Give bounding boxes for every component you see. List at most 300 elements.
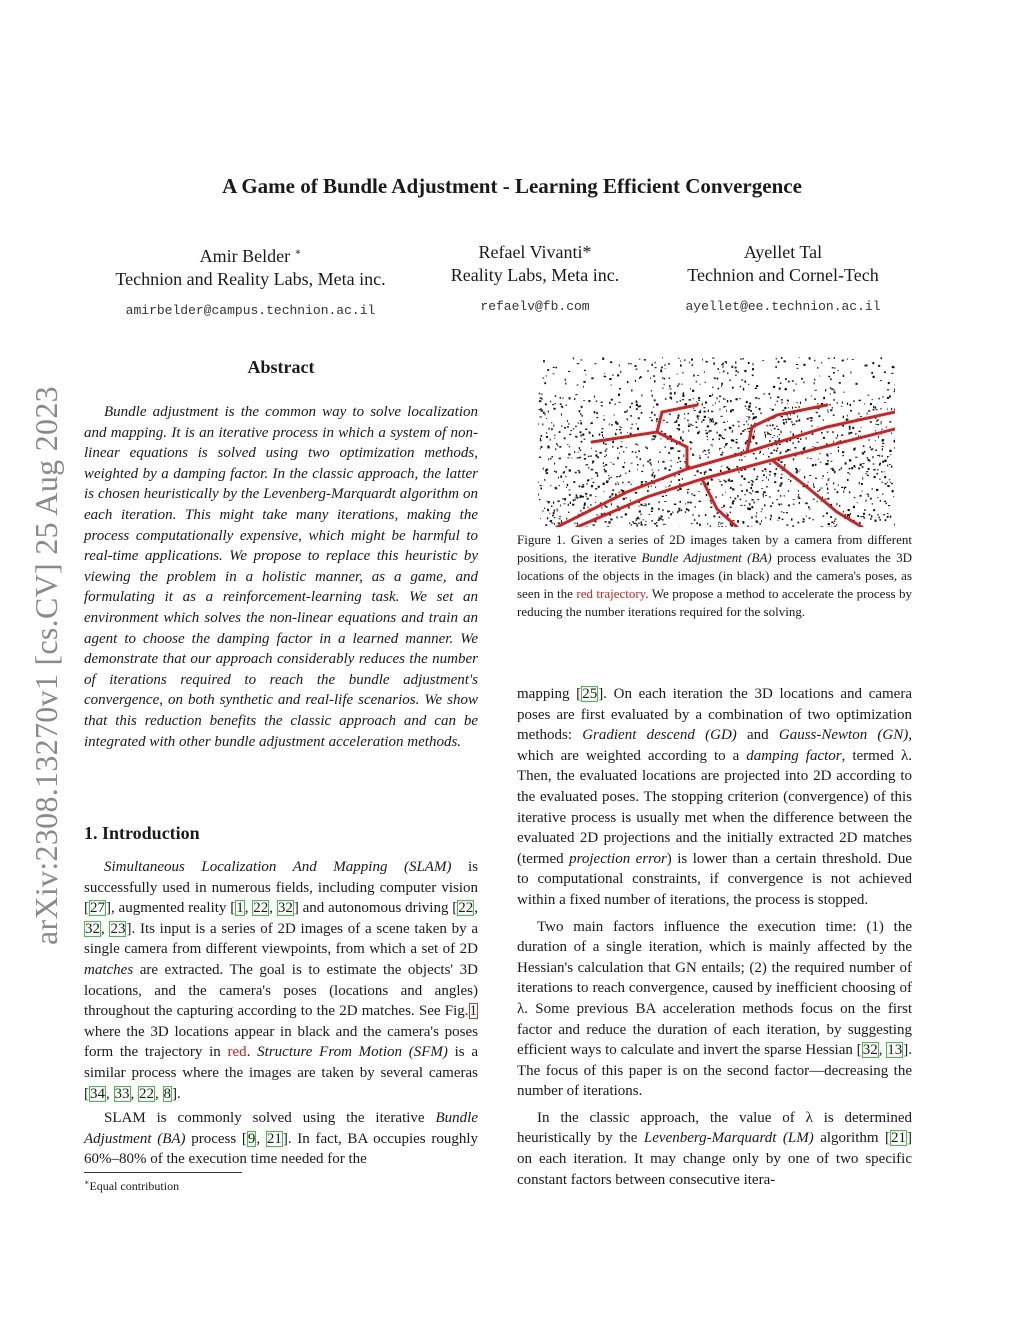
point-cloud-dot bbox=[707, 436, 709, 437]
point-cloud-dot bbox=[838, 450, 839, 452]
point-cloud-dot bbox=[871, 515, 872, 517]
point-cloud-dot bbox=[833, 483, 834, 485]
point-cloud-dot bbox=[552, 404, 554, 405]
point-cloud-dot bbox=[582, 496, 584, 498]
point-cloud-dot bbox=[806, 516, 807, 518]
point-cloud-dot bbox=[770, 434, 772, 435]
point-cloud-dot bbox=[677, 428, 679, 429]
point-cloud-dot bbox=[851, 467, 853, 469]
point-cloud-dot bbox=[706, 361, 708, 363]
point-cloud-dot bbox=[811, 417, 813, 419]
point-cloud-dot bbox=[849, 429, 850, 430]
point-cloud-dot bbox=[540, 438, 541, 440]
point-cloud-dot bbox=[590, 455, 591, 456]
point-cloud-dot bbox=[574, 451, 575, 453]
citation-link[interactable]: 21 bbox=[891, 1130, 907, 1147]
point-cloud-dot bbox=[791, 421, 792, 423]
point-cloud-dot bbox=[597, 475, 598, 477]
point-cloud-dot bbox=[847, 472, 849, 474]
point-cloud-dot bbox=[882, 446, 884, 447]
point-cloud-dot bbox=[544, 382, 546, 384]
point-cloud-dot bbox=[603, 462, 604, 464]
point-cloud-dot bbox=[572, 504, 574, 506]
point-cloud-dot bbox=[826, 483, 827, 485]
point-cloud-dot bbox=[758, 398, 760, 399]
citation-link[interactable]: 25 bbox=[582, 686, 598, 702]
point-cloud-dot bbox=[778, 520, 779, 521]
point-cloud-dot bbox=[813, 446, 814, 447]
point-cloud-dot bbox=[777, 429, 779, 430]
point-cloud-dot bbox=[547, 501, 548, 502]
point-cloud-dot bbox=[638, 506, 639, 507]
point-cloud-dot bbox=[815, 478, 817, 479]
point-cloud-dot bbox=[894, 389, 895, 391]
point-cloud-dot bbox=[554, 510, 556, 512]
point-cloud-dot bbox=[877, 497, 878, 498]
point-cloud-dot bbox=[573, 481, 575, 483]
point-cloud-dot bbox=[780, 495, 781, 497]
point-cloud-dot bbox=[709, 419, 711, 421]
point-cloud-dot bbox=[827, 409, 828, 410]
point-cloud-dot bbox=[788, 417, 789, 418]
point-cloud-dot bbox=[813, 499, 815, 500]
point-cloud-dot bbox=[788, 381, 790, 383]
point-cloud-dot bbox=[736, 398, 738, 400]
point-cloud-dot bbox=[658, 470, 659, 471]
point-cloud-dot bbox=[573, 499, 574, 501]
point-cloud-dot bbox=[783, 422, 785, 424]
point-cloud-dot bbox=[891, 408, 892, 410]
point-cloud-dot bbox=[661, 367, 663, 369]
point-cloud-dot bbox=[619, 492, 621, 493]
arxiv-identifier[interactable]: arXiv:2308.13270v1 [cs.CV] 25 Aug 2023 bbox=[28, 386, 64, 945]
point-cloud-dot bbox=[655, 487, 656, 488]
point-cloud-dot bbox=[580, 431, 582, 433]
point-cloud-dot bbox=[722, 522, 723, 523]
point-cloud-dot bbox=[730, 400, 732, 402]
point-cloud-dot bbox=[756, 520, 758, 522]
citation-link[interactable]: 9 bbox=[247, 1130, 256, 1147]
citation-link[interactable]: 33 bbox=[114, 1085, 130, 1102]
point-cloud-dot bbox=[616, 429, 617, 430]
citation-link[interactable]: 22 bbox=[253, 900, 269, 917]
point-cloud-dot bbox=[584, 439, 586, 440]
point-cloud-dot bbox=[540, 448, 541, 449]
point-cloud-dot bbox=[800, 469, 801, 470]
point-cloud-dot bbox=[847, 415, 848, 417]
point-cloud-dot bbox=[860, 416, 862, 417]
point-cloud-dot bbox=[743, 523, 744, 524]
point-cloud-dot bbox=[563, 481, 564, 482]
point-cloud-dot bbox=[548, 458, 549, 460]
point-cloud-dot bbox=[748, 509, 749, 510]
point-cloud-dot bbox=[817, 367, 818, 369]
point-cloud-dot bbox=[670, 515, 671, 516]
citation-link[interactable]: 32 bbox=[277, 900, 293, 917]
point-cloud-dot bbox=[811, 395, 812, 396]
point-cloud-dot bbox=[890, 516, 891, 518]
citation-link[interactable]: 22 bbox=[139, 1085, 154, 1102]
point-cloud-dot bbox=[719, 448, 720, 450]
author-email[interactable]: ayellet@ee.technion.ac.il bbox=[685, 299, 881, 314]
point-cloud-dot bbox=[882, 448, 883, 450]
point-cloud-dot bbox=[681, 384, 682, 385]
point-cloud-dot bbox=[612, 446, 613, 448]
point-cloud-dot bbox=[662, 388, 664, 389]
point-cloud-dot bbox=[627, 432, 628, 433]
point-cloud-dot bbox=[560, 403, 562, 405]
point-cloud-dot bbox=[619, 364, 620, 366]
point-cloud-dot bbox=[681, 468, 682, 469]
point-cloud-dot bbox=[605, 470, 607, 472]
point-cloud-dot bbox=[569, 490, 571, 491]
point-cloud-dot bbox=[538, 424, 539, 425]
point-cloud-dot bbox=[752, 490, 753, 492]
point-cloud-dot bbox=[597, 412, 598, 413]
point-cloud-dot bbox=[546, 436, 548, 438]
point-cloud-dot bbox=[651, 364, 653, 366]
point-cloud-dot bbox=[809, 417, 810, 419]
point-cloud-dot bbox=[862, 466, 864, 468]
point-cloud-dot bbox=[564, 471, 565, 473]
point-cloud-dot bbox=[785, 388, 787, 390]
point-cloud-dot bbox=[794, 447, 796, 449]
point-cloud-dot bbox=[691, 442, 692, 443]
point-cloud-dot bbox=[721, 364, 723, 365]
point-cloud-dot bbox=[705, 514, 707, 516]
point-cloud-dot bbox=[625, 513, 627, 515]
point-cloud-dot bbox=[650, 417, 652, 418]
point-cloud-dot bbox=[636, 369, 638, 370]
point-cloud-dot bbox=[749, 403, 751, 405]
point-cloud-dot bbox=[817, 501, 818, 502]
point-cloud-dot bbox=[662, 377, 663, 379]
point-cloud-dot bbox=[876, 489, 878, 491]
point-cloud-dot bbox=[850, 404, 851, 406]
author-email[interactable]: refaelv@fb.com bbox=[480, 299, 590, 314]
point-cloud-dot bbox=[619, 429, 621, 430]
point-cloud-dot bbox=[665, 487, 666, 488]
point-cloud-dot bbox=[569, 494, 571, 496]
point-cloud-dot bbox=[582, 484, 584, 485]
point-cloud-dot bbox=[604, 373, 605, 374]
point-cloud-dot bbox=[732, 431, 733, 433]
point-cloud-dot bbox=[621, 441, 622, 442]
point-cloud-dot bbox=[749, 504, 751, 505]
point-cloud-dot bbox=[611, 399, 613, 401]
point-cloud-dot bbox=[755, 416, 757, 418]
point-cloud-dot bbox=[636, 404, 638, 406]
point-cloud-dot bbox=[761, 488, 763, 489]
point-cloud-dot bbox=[583, 386, 584, 388]
point-cloud-dot bbox=[850, 513, 851, 515]
point-cloud-dot bbox=[604, 415, 605, 416]
point-cloud-dot bbox=[873, 409, 875, 411]
point-cloud-dot bbox=[647, 461, 649, 462]
citation-link[interactable]: 32 bbox=[85, 920, 100, 937]
point-cloud-dot bbox=[639, 359, 641, 360]
point-cloud-dot bbox=[583, 486, 585, 487]
point-cloud-dot bbox=[654, 476, 655, 478]
point-cloud-dot bbox=[861, 483, 863, 485]
point-cloud-dot bbox=[864, 509, 865, 511]
point-cloud-dot bbox=[743, 388, 744, 389]
point-cloud-dot bbox=[648, 503, 650, 505]
point-cloud-dot bbox=[651, 420, 653, 422]
citation-link[interactable]: 32 bbox=[862, 1042, 878, 1059]
point-cloud-dot bbox=[555, 395, 557, 397]
point-cloud-dot bbox=[699, 515, 700, 517]
citation-link[interactable]: 13 bbox=[887, 1042, 903, 1059]
point-cloud-dot bbox=[887, 516, 889, 518]
point-cloud-dot bbox=[770, 515, 772, 516]
point-cloud-dot bbox=[639, 511, 641, 513]
point-cloud-dot bbox=[739, 459, 741, 460]
point-cloud-dot bbox=[887, 513, 888, 514]
point-cloud-dot bbox=[828, 376, 830, 378]
author-email[interactable]: amirbelder@campus.technion.ac.il bbox=[125, 303, 376, 318]
slam-point-cloud-figure bbox=[537, 357, 895, 527]
point-cloud-dot bbox=[733, 387, 734, 389]
citation-link[interactable]: 27 bbox=[90, 900, 105, 917]
point-cloud-dot bbox=[781, 402, 782, 404]
point-cloud-dot bbox=[576, 494, 578, 496]
point-cloud-dot bbox=[876, 424, 877, 425]
point-cloud-dot bbox=[719, 438, 720, 440]
point-cloud-dot bbox=[889, 464, 891, 465]
point-cloud-dot bbox=[831, 461, 833, 462]
point-cloud-dot bbox=[542, 423, 543, 425]
point-cloud-dot bbox=[555, 471, 556, 473]
point-cloud-dot bbox=[837, 491, 839, 493]
point-cloud-dot bbox=[826, 463, 828, 465]
point-cloud-dot bbox=[723, 505, 725, 507]
point-cloud-dot bbox=[847, 359, 848, 360]
point-cloud-dot bbox=[833, 441, 834, 443]
point-cloud-dot bbox=[838, 447, 840, 448]
point-cloud-dot bbox=[705, 430, 707, 431]
point-cloud-dot bbox=[723, 407, 724, 408]
point-cloud-dot bbox=[595, 451, 596, 452]
point-cloud-dot bbox=[592, 435, 594, 437]
point-cloud-dot bbox=[882, 494, 883, 495]
point-cloud-dot bbox=[638, 450, 640, 452]
point-cloud-dot bbox=[588, 456, 590, 457]
point-cloud-dot bbox=[696, 381, 697, 383]
point-cloud-dot bbox=[640, 458, 641, 460]
point-cloud-dot bbox=[884, 476, 886, 478]
point-cloud-dot bbox=[709, 452, 710, 454]
point-cloud-dot bbox=[559, 485, 560, 486]
point-cloud-dot bbox=[579, 457, 581, 459]
point-cloud-dot bbox=[870, 421, 872, 423]
point-cloud-dot bbox=[678, 474, 680, 475]
point-cloud-dot bbox=[813, 519, 814, 521]
point-cloud-dot bbox=[605, 444, 607, 445]
point-cloud-dot bbox=[877, 473, 878, 475]
point-cloud-dot bbox=[658, 520, 659, 521]
citation-link[interactable]: 34 bbox=[90, 1085, 105, 1102]
point-cloud-dot bbox=[748, 424, 749, 426]
point-cloud-dot bbox=[765, 434, 766, 436]
point-cloud-dot bbox=[564, 437, 565, 439]
citation-link[interactable]: 23 bbox=[110, 920, 126, 937]
point-cloud-dot bbox=[781, 416, 783, 417]
point-cloud-dot bbox=[589, 431, 590, 432]
point-cloud-dot bbox=[779, 504, 780, 506]
point-cloud-dot bbox=[722, 452, 723, 454]
point-cloud-dot bbox=[800, 438, 802, 440]
point-cloud-dot bbox=[541, 394, 543, 395]
right-paragraph-3: In the classic approach, the value of λ is determined heuristically by the Levenberg-Marquardt (LM) algorithm [21] on each iteration. It may change only by one of two specific constant factors between consecutive itera- bbox=[517, 1109, 913, 1188]
point-cloud-dot bbox=[759, 408, 761, 410]
point-cloud-dot bbox=[654, 399, 656, 401]
point-cloud-dot bbox=[651, 511, 653, 512]
point-cloud-dot bbox=[540, 440, 542, 441]
point-cloud-dot bbox=[747, 428, 748, 430]
point-cloud-dot bbox=[722, 363, 724, 364]
point-cloud-dot bbox=[619, 453, 620, 454]
point-cloud-dot bbox=[741, 484, 742, 486]
point-cloud-dot bbox=[867, 413, 868, 415]
point-cloud-dot bbox=[792, 525, 794, 527]
citation-link[interactable]: 21 bbox=[266, 1130, 282, 1147]
point-cloud-dot bbox=[751, 506, 753, 508]
point-cloud-dot bbox=[740, 499, 742, 501]
point-cloud-dot bbox=[810, 420, 812, 421]
point-cloud-dot bbox=[581, 435, 582, 437]
point-cloud-dot bbox=[670, 466, 671, 468]
point-cloud-dot bbox=[643, 464, 644, 466]
point-cloud-dot bbox=[710, 507, 712, 508]
point-cloud-dot bbox=[706, 494, 707, 496]
point-cloud-dot bbox=[766, 486, 768, 487]
point-cloud-dot bbox=[711, 502, 712, 503]
point-cloud-dot bbox=[631, 484, 632, 485]
point-cloud-dot bbox=[615, 483, 616, 485]
point-cloud-dot bbox=[711, 411, 713, 412]
point-cloud-dot bbox=[872, 488, 873, 490]
point-cloud-dot bbox=[694, 475, 696, 476]
point-cloud-dot bbox=[793, 424, 795, 425]
point-cloud-dot bbox=[868, 468, 870, 470]
point-cloud-dot bbox=[704, 371, 705, 373]
point-cloud-dot bbox=[671, 481, 672, 483]
point-cloud-dot bbox=[589, 479, 590, 481]
point-cloud-dot bbox=[866, 500, 867, 502]
point-cloud-dot bbox=[814, 379, 815, 381]
point-cloud-dot bbox=[559, 446, 561, 448]
point-cloud-dot bbox=[813, 483, 814, 485]
point-cloud-dot bbox=[766, 477, 767, 479]
point-cloud-dot bbox=[770, 398, 771, 399]
point-cloud-dot bbox=[614, 414, 615, 415]
point-cloud-dot bbox=[549, 428, 550, 430]
point-cloud-dot bbox=[539, 401, 541, 402]
point-cloud-dot bbox=[702, 359, 703, 361]
point-cloud-dot bbox=[560, 476, 562, 478]
point-cloud-dot bbox=[842, 451, 844, 453]
point-cloud-dot bbox=[744, 381, 746, 383]
point-cloud-dot bbox=[581, 406, 582, 408]
point-cloud-dot bbox=[814, 382, 815, 384]
author-affiliation: Technion and Cornel-Tech bbox=[687, 265, 879, 285]
point-cloud-dot bbox=[665, 368, 666, 369]
point-cloud-dot bbox=[612, 489, 614, 491]
point-cloud-dot bbox=[721, 526, 723, 527]
point-cloud-dot bbox=[849, 468, 851, 469]
point-cloud-dot bbox=[548, 501, 550, 503]
point-cloud-dot bbox=[819, 415, 821, 417]
point-cloud-dot bbox=[891, 466, 892, 468]
point-cloud-dot bbox=[541, 446, 543, 448]
point-cloud-dot bbox=[818, 459, 819, 460]
point-cloud-dot bbox=[847, 403, 848, 405]
point-cloud-dot bbox=[639, 518, 640, 519]
point-cloud-dot bbox=[770, 471, 771, 472]
point-cloud-dot bbox=[678, 383, 679, 385]
point-cloud-dot bbox=[894, 524, 895, 526]
abstract-text: Bundle adjustment is the common way to solve localization and mapping. It is an iterative process in which a system of non-linear equations is solved using two optimization methods, weighted by a damping factor. In the classic approach, the latter is chosen heuristically by the Levenberg-Marquardt algorithm on each iteration. This might take many iterations, making the process computationally expensive, which might be harmful to real-time applications. We propose to replace this heuristic by viewing the problem in a holistic manner, as a game, and formulating it as a reinforcement-learning task. We set an environment which solves the non-linear equations and train an agent to choose the damping factor in a learned manner. We demonstrate that our approach considerably reduces the number of iterations required to reach the bundle adjustment's convergence, on both synthetic and real-life scenarios. We show that this reduction benefits the classic approach and can be integrated with other bundle adjustment acceleration methods. bbox=[84, 404, 478, 750]
point-cloud-dot bbox=[810, 509, 811, 511]
point-cloud-dot bbox=[569, 446, 570, 447]
author-name: Amir Belder bbox=[199, 246, 291, 266]
point-cloud-dot bbox=[862, 463, 863, 464]
point-cloud-dot bbox=[862, 490, 863, 491]
point-cloud-dot bbox=[793, 458, 794, 460]
figure-link[interactable]: 1 bbox=[469, 1003, 477, 1020]
point-cloud-dot bbox=[677, 490, 679, 491]
point-cloud-dot bbox=[656, 525, 658, 527]
point-cloud-dot bbox=[882, 439, 884, 441]
point-cloud-dot bbox=[760, 413, 762, 414]
point-cloud-dot bbox=[699, 524, 701, 526]
point-cloud-dot bbox=[889, 395, 891, 397]
point-cloud-dot bbox=[882, 443, 884, 444]
point-cloud-dot bbox=[688, 430, 689, 432]
point-cloud-dot bbox=[703, 420, 704, 421]
point-cloud-dot bbox=[706, 432, 708, 434]
point-cloud-dot bbox=[569, 434, 571, 435]
point-cloud-dot bbox=[704, 411, 706, 413]
point-cloud-dot bbox=[628, 363, 629, 365]
point-cloud-dot bbox=[796, 402, 798, 403]
point-cloud-dot bbox=[697, 415, 699, 417]
point-cloud-dot bbox=[711, 469, 712, 471]
point-cloud-dot bbox=[887, 485, 889, 487]
point-cloud-dot bbox=[667, 510, 669, 512]
point-cloud-dot bbox=[707, 523, 709, 524]
point-cloud-dot bbox=[755, 491, 757, 493]
point-cloud-dot bbox=[828, 358, 830, 359]
point-cloud-dot bbox=[601, 507, 602, 508]
point-cloud-dot bbox=[715, 497, 717, 498]
citation-link[interactable]: 22 bbox=[458, 900, 474, 917]
paper-title: A Game of Bundle Adjustment - Learning Efficient Convergence bbox=[222, 174, 802, 198]
point-cloud-dot bbox=[708, 449, 710, 450]
footnote-rule bbox=[84, 1172, 242, 1173]
point-cloud-dot bbox=[540, 416, 542, 417]
citation-link[interactable]: 1 bbox=[236, 900, 244, 917]
citation-link[interactable]: 8 bbox=[163, 1085, 171, 1102]
point-cloud-dot bbox=[841, 467, 842, 469]
point-cloud-dot bbox=[683, 392, 685, 394]
point-cloud-dot bbox=[769, 393, 771, 395]
point-cloud-dot bbox=[803, 382, 804, 384]
point-cloud-dot bbox=[690, 388, 691, 390]
point-cloud-dot bbox=[665, 495, 667, 496]
point-cloud-dot bbox=[655, 367, 657, 368]
